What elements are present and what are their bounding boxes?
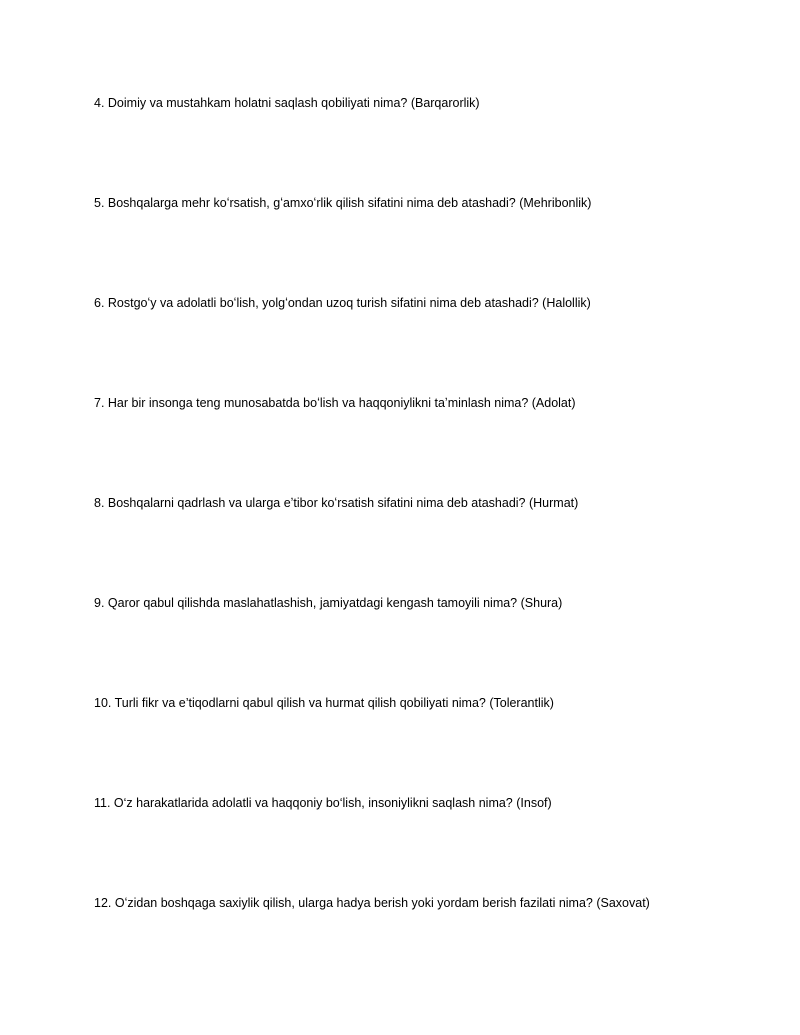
question-item: 10. Turli fikr va e’tiqodlarni qabul qilish va hurmat qilish qobiliyati nima? (Tolerantlik)	[94, 696, 554, 710]
question-item: 5. Boshqalarga mehr koʻrsatish, gʻamxoʻrlik qilish sifatini nima deb atashadi? (Mehribonlik)	[94, 196, 592, 210]
question-item: 4. Doimiy va mustahkam holatni saqlash qobiliyati nima? (Barqarorlik)	[94, 96, 480, 110]
question-list	[94, 94, 774, 994]
question-item: 12. Oʻzidan boshqaga saxiylik qilish, ularga hadya berish yoki yordam berish fazilati nima? (Saxovat)	[94, 896, 650, 910]
question-item: 6. Rostgoʻy va adolatli boʻlish, yolgʻondan uzoq turish sifatini nima deb atashadi? (Halollik)	[94, 296, 591, 310]
question-item: 9. Qaror qabul qilishda maslahatlashish, jamiyatdagi kengash tamoyili nima? (Shura)	[94, 596, 563, 610]
question-item: 11. O‘z harakatlarida adolatli va haqqoniy bo‘lish, insoniylikni saqlash nima? (Insof)	[94, 796, 552, 810]
question-item: 8. Boshqalarni qadrlash va ularga eʼtibor koʻrsatish sifatini nima deb atashadi? (Hurmat)	[94, 496, 579, 510]
question-item: 7. Har bir insonga teng munosabatda boʻlish va haqqoniylikni taʼminlash nima? (Adolat)	[94, 396, 576, 410]
